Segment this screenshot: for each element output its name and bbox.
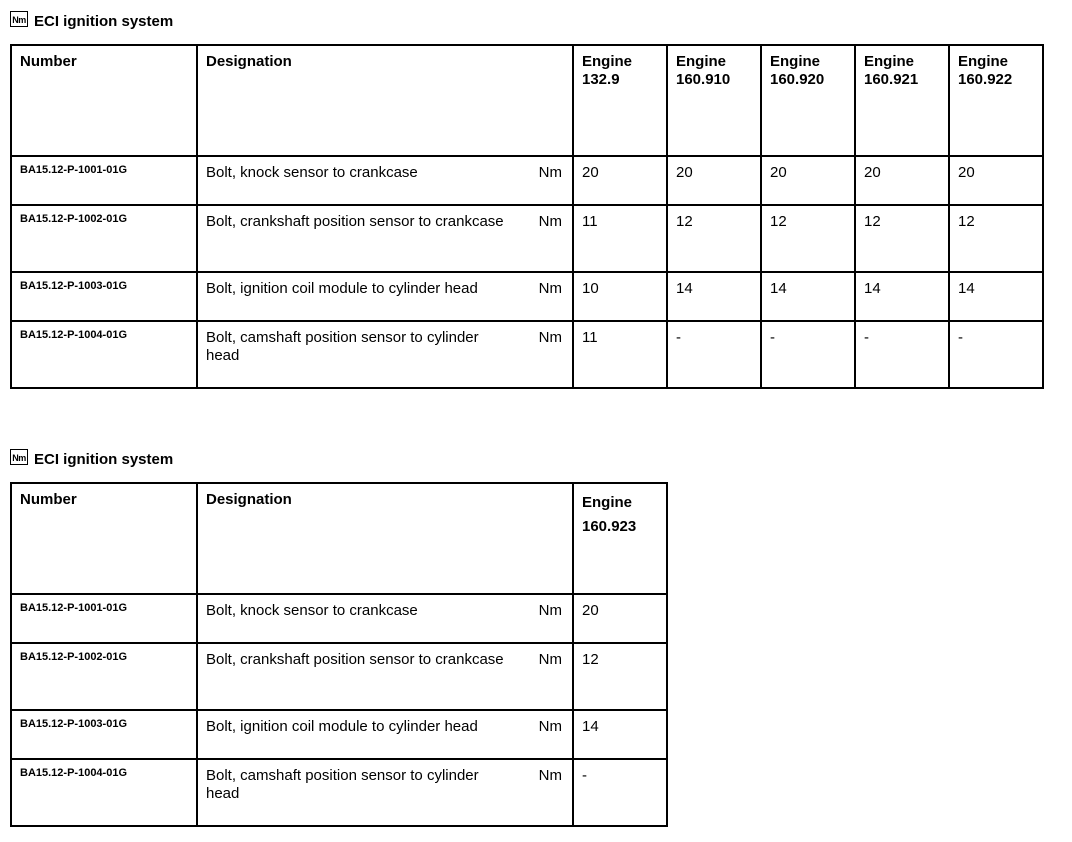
torque-value: -: [949, 321, 1043, 388]
torque-value: 12: [855, 205, 949, 272]
torque-value: 12: [573, 643, 667, 710]
torque-value: 12: [949, 205, 1043, 272]
table-row: [11, 272, 1043, 321]
torque-table: [10, 482, 668, 827]
engine-label: Engine: [582, 53, 633, 70]
torque-value: 11: [573, 321, 667, 388]
unit-label: Nm: [538, 602, 562, 619]
torque-table: [10, 44, 1044, 389]
section-heading: [10, 8, 1044, 34]
table-header-row: [11, 483, 667, 594]
table-row: [11, 321, 1043, 388]
torque-value: 20: [855, 156, 949, 205]
table-row: [11, 759, 667, 826]
torque-value: 20: [573, 156, 667, 205]
engine-label: Engine: [864, 53, 915, 70]
torque-value: 14: [855, 272, 949, 321]
torque-value: 20: [667, 156, 761, 205]
torque-value: 20: [949, 156, 1043, 205]
part-number[interactable]: BA15.12-P-1002-01G: [11, 205, 197, 272]
part-number[interactable]: BA15.12-P-1002-01G: [11, 643, 197, 710]
torque-value: -: [855, 321, 949, 388]
engine-label: Engine: [958, 53, 1009, 70]
unit-label: Nm: [538, 329, 562, 346]
designation-cell: [197, 205, 573, 272]
unit-label: Nm: [538, 767, 562, 784]
table-row: [11, 710, 667, 759]
designation-text: Bolt, camshaft position sensor to cylinder head: [206, 767, 479, 802]
torque-nm-icon: Nm: [10, 11, 28, 27]
engine-label: Engine: [676, 53, 727, 70]
torque-value: 12: [761, 205, 855, 272]
engine-header: [949, 45, 1043, 156]
unit-label: Nm: [538, 718, 562, 735]
table-row: [11, 643, 667, 710]
designation-text: Bolt, crankshaft position sensor to crankcase: [206, 213, 504, 230]
designation-header: Designation: [197, 45, 573, 156]
torque-value: 11: [573, 205, 667, 272]
torque-value: 12: [667, 205, 761, 272]
part-number[interactable]: BA15.12-P-1004-01G: [11, 321, 197, 388]
designation-text: Bolt, camshaft position sensor to cylinder head: [206, 329, 479, 364]
engine-label: Engine: [770, 53, 821, 70]
torque-value: 14: [949, 272, 1043, 321]
engine-header: [855, 45, 949, 156]
engine-header: [761, 45, 855, 156]
engine-label: Engine: [582, 494, 633, 511]
designation-cell: [197, 156, 573, 205]
engine-code: 160.920: [770, 71, 825, 88]
torque-section-1: [10, 8, 1044, 389]
torque-value: 14: [761, 272, 855, 321]
unit-label: Nm: [538, 280, 562, 297]
engine-header: [573, 483, 667, 594]
unit-label: Nm: [538, 213, 562, 230]
table-row: [11, 156, 1043, 205]
designation-text: Bolt, knock sensor to crankcase: [206, 164, 418, 181]
part-number[interactable]: BA15.12-P-1004-01G: [11, 759, 197, 826]
number-header: Number: [11, 483, 197, 594]
torque-value: -: [761, 321, 855, 388]
number-header: Number: [11, 45, 197, 156]
table-row: [11, 205, 1043, 272]
designation-cell: [197, 594, 573, 643]
designation-cell: [197, 643, 573, 710]
torque-value: 10: [573, 272, 667, 321]
torque-value: 20: [573, 594, 667, 643]
engine-code: 132.9: [582, 71, 620, 88]
designation-cell: [197, 321, 573, 388]
part-number[interactable]: BA15.12-P-1001-01G: [11, 594, 197, 643]
unit-label: Nm: [538, 164, 562, 181]
engine-code: 160.922: [958, 71, 1013, 88]
designation-text: Bolt, ignition coil module to cylinder head: [206, 718, 478, 735]
torque-value: 14: [667, 272, 761, 321]
part-number[interactable]: BA15.12-P-1003-01G: [11, 710, 197, 759]
torque-value: -: [667, 321, 761, 388]
table-row: [11, 594, 667, 643]
designation-text: Bolt, crankshaft position sensor to crankcase: [206, 651, 504, 668]
engine-code: 160.923: [582, 518, 637, 535]
designation-cell: [197, 272, 573, 321]
table-header-row: [11, 45, 1043, 156]
section-title: ECI ignition system: [34, 12, 174, 30]
designation-text: Bolt, knock sensor to crankcase: [206, 602, 418, 619]
part-number[interactable]: BA15.12-P-1003-01G: [11, 272, 197, 321]
torque-nm-icon: Nm: [10, 449, 28, 465]
engine-header: [667, 45, 761, 156]
part-number[interactable]: BA15.12-P-1001-01G: [11, 156, 197, 205]
torque-value: 14: [573, 710, 667, 759]
designation-cell: [197, 710, 573, 759]
designation-cell: [197, 759, 573, 826]
designation-header: Designation: [197, 483, 573, 594]
torque-value: -: [573, 759, 667, 826]
engine-code: 160.910: [676, 71, 731, 88]
unit-label: Nm: [538, 651, 562, 668]
torque-value: 20: [761, 156, 855, 205]
engine-code: 160.921: [864, 71, 919, 88]
section-heading: [10, 446, 668, 472]
engine-header: [573, 45, 667, 156]
section-title: ECI ignition system: [34, 450, 174, 468]
designation-text: Bolt, ignition coil module to cylinder head: [206, 280, 478, 297]
torque-section-2: [10, 446, 668, 827]
